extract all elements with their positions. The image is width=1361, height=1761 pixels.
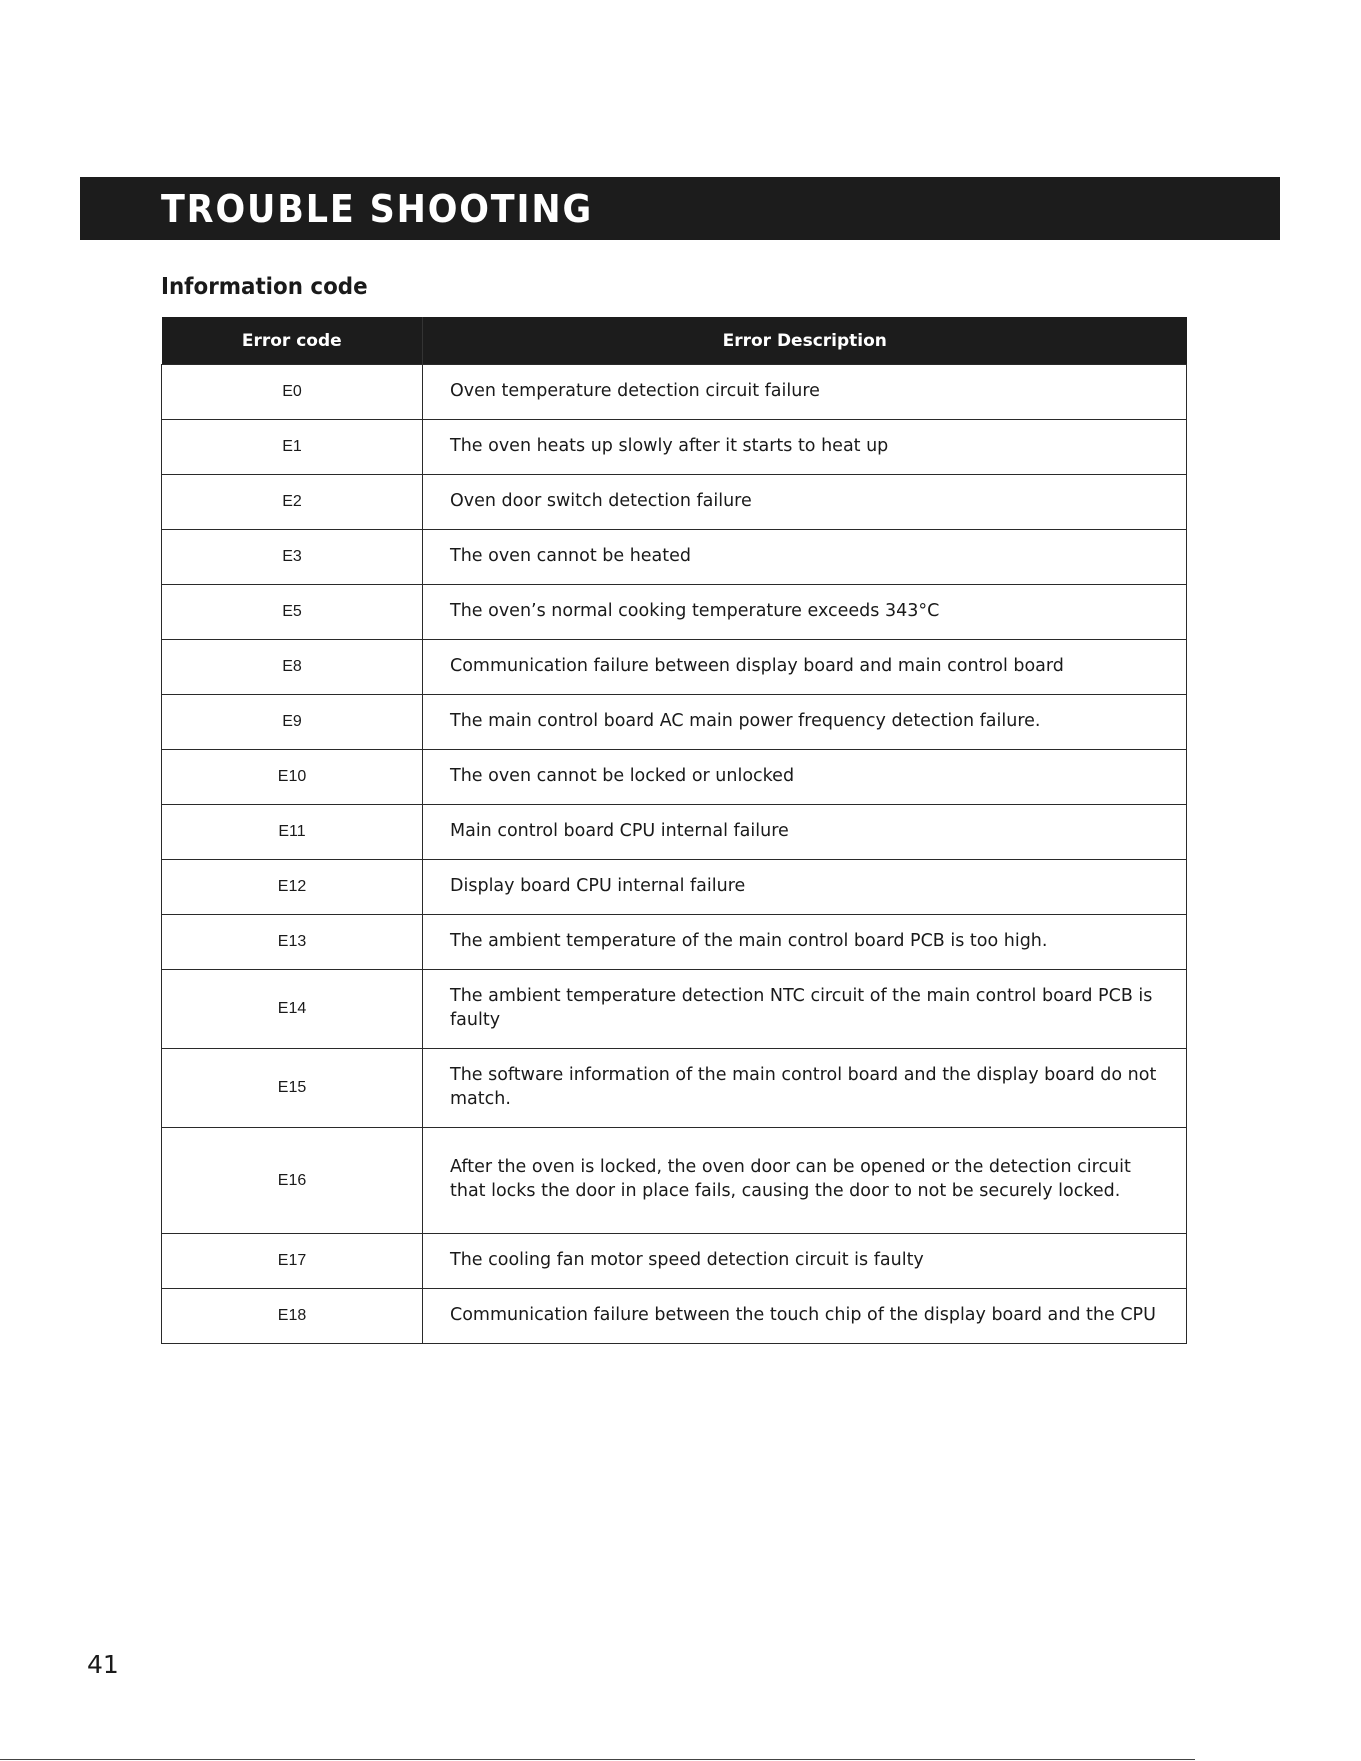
error-description-text: The software information of the main control board and the display board do not match. — [450, 1064, 1157, 1109]
column-header-error-code: Error code — [162, 317, 423, 365]
table-row — [162, 915, 1187, 970]
error-description-text: After the oven is locked, the oven door can be opened or the detection circuit that locks the door in place fails, causing the door to not be securely locked. — [450, 1157, 1131, 1201]
table-row — [162, 1289, 1187, 1344]
error-code-cell: E9 — [162, 695, 423, 750]
error-description-cell — [423, 750, 1187, 805]
table-row — [162, 475, 1187, 530]
error-description-text: The cooling fan motor speed detection circuit is faulty — [450, 1249, 924, 1270]
error-description-cell — [423, 530, 1187, 585]
bottom-rule — [0, 1759, 1195, 1760]
error-description-text: The ambient temperature detection NTC circuit of the main control board PCB is faulty — [450, 985, 1153, 1030]
error-code-table — [161, 317, 1187, 1344]
table-row — [162, 530, 1187, 585]
error-description-text: Communication failure between display board and main control board — [450, 655, 1064, 676]
error-code-cell: E18 — [162, 1289, 423, 1344]
section-title: Information code — [161, 274, 368, 300]
error-description-text: Oven temperature detection circuit failure — [450, 380, 820, 401]
error-code-cell: E14 — [162, 970, 423, 1049]
table-row — [162, 1049, 1187, 1128]
error-description-text: The oven’s normal cooking temperature exceeds 343°C — [450, 600, 940, 621]
error-description-text: Display board CPU internal failure — [450, 875, 746, 896]
table-row — [162, 585, 1187, 640]
table-row — [162, 420, 1187, 475]
error-description-text: The oven heats up slowly after it starts to heat up — [450, 435, 889, 456]
table-row — [162, 1128, 1187, 1234]
error-description-cell — [423, 805, 1187, 860]
error-description-cell — [423, 970, 1187, 1049]
page-number: 41 — [87, 1650, 119, 1679]
error-description-text: The oven cannot be locked or unlocked — [450, 765, 795, 786]
table-row — [162, 860, 1187, 915]
error-description-cell — [423, 640, 1187, 695]
error-code-cell: E17 — [162, 1234, 423, 1289]
table-row — [162, 970, 1187, 1049]
error-description-cell — [423, 1289, 1187, 1344]
error-description-text: Communication failure between the touch chip of the display board and the CPU — [450, 1304, 1156, 1325]
error-code-cell: E16 — [162, 1128, 423, 1234]
error-description-cell — [423, 475, 1187, 530]
error-code-cell: E0 — [162, 365, 423, 420]
error-description-text: The ambient temperature of the main control board PCB is too high. — [450, 930, 1048, 951]
table-row — [162, 365, 1187, 420]
error-code-cell: E13 — [162, 915, 423, 970]
error-description-cell — [423, 695, 1187, 750]
error-code-cell: E1 — [162, 420, 423, 475]
error-description-cell — [423, 420, 1187, 475]
error-description-text: The oven cannot be heated — [450, 545, 692, 566]
table-row — [162, 805, 1187, 860]
error-code-cell: E12 — [162, 860, 423, 915]
table-row — [162, 640, 1187, 695]
error-description-text: Main control board CPU internal failure — [450, 820, 789, 841]
table-row — [162, 695, 1187, 750]
page-title: TROUBLE SHOOTING — [161, 187, 593, 231]
error-description-text: Oven door switch detection failure — [450, 490, 752, 511]
error-description-cell — [423, 915, 1187, 970]
error-description-cell — [423, 860, 1187, 915]
error-code-cell: E5 — [162, 585, 423, 640]
error-code-cell: E3 — [162, 530, 423, 585]
error-code-cell: E8 — [162, 640, 423, 695]
error-description-cell — [423, 1234, 1187, 1289]
table-header-row — [162, 317, 1187, 365]
table-row — [162, 750, 1187, 805]
error-description-cell — [423, 585, 1187, 640]
error-description-cell — [423, 365, 1187, 420]
column-header-error-description: Error Description — [423, 317, 1187, 365]
error-code-cell: E11 — [162, 805, 423, 860]
error-description-cell — [423, 1128, 1187, 1234]
table-body — [162, 365, 1187, 1344]
header-banner — [80, 177, 1280, 240]
error-code-cell: E10 — [162, 750, 423, 805]
error-description-cell — [423, 1049, 1187, 1128]
error-code-cell: E2 — [162, 475, 423, 530]
error-description-text: The main control board AC main power frequency detection failure. — [450, 710, 1041, 731]
table-row — [162, 1234, 1187, 1289]
error-code-cell: E15 — [162, 1049, 423, 1128]
